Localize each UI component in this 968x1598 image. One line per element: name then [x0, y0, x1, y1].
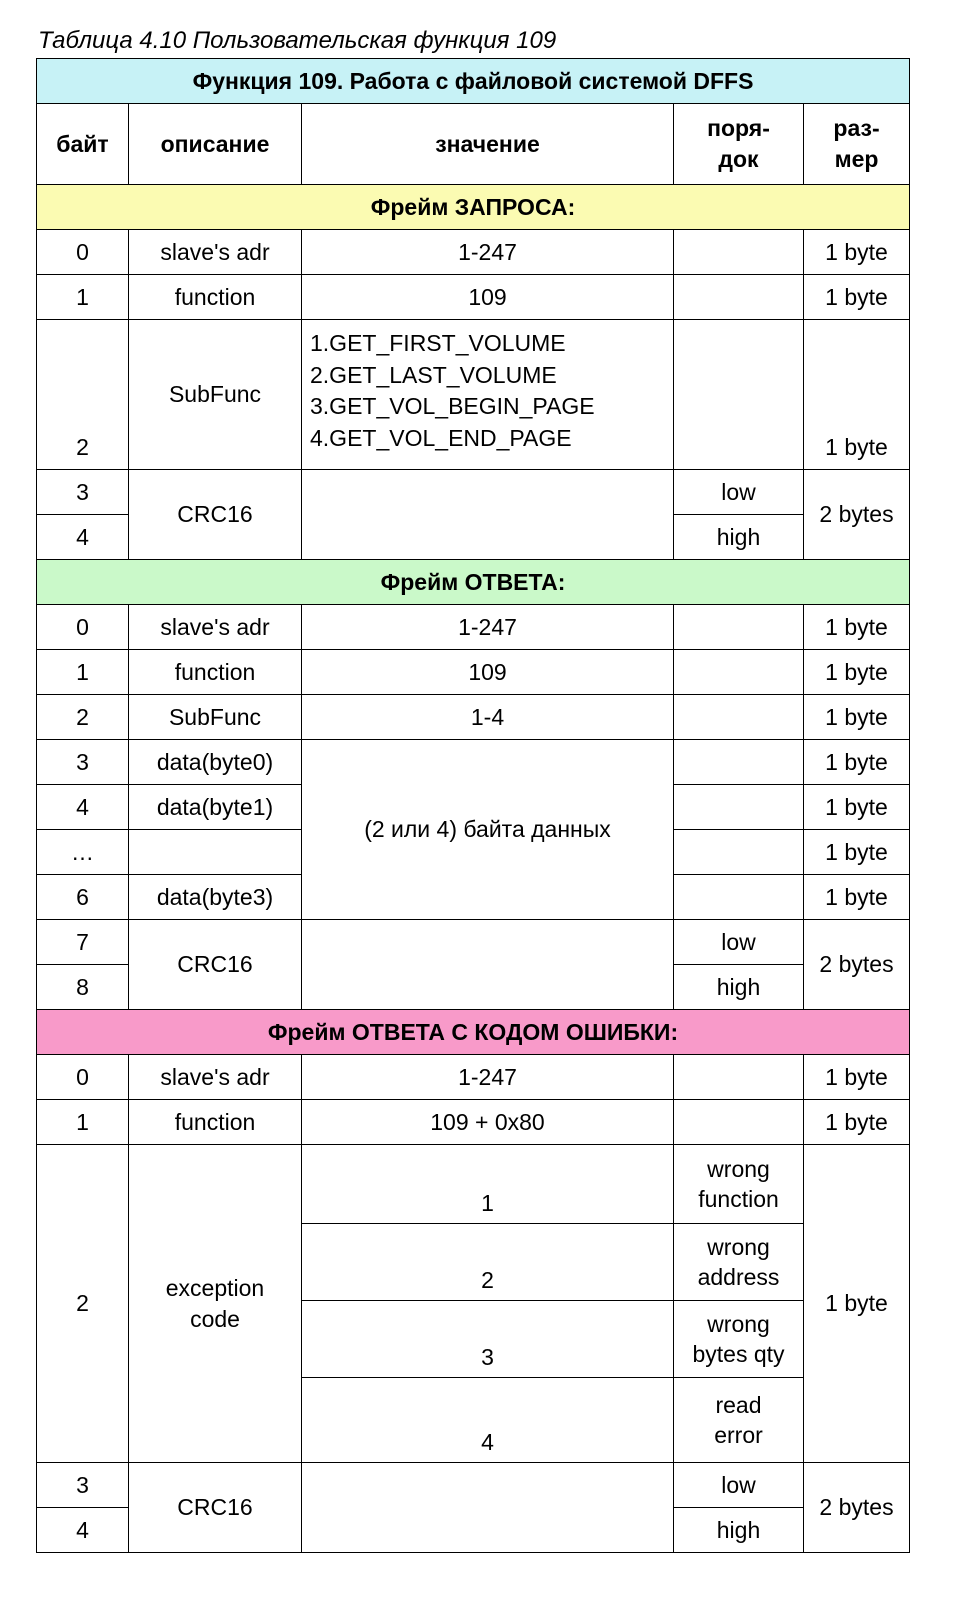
cell-size: 1 byte — [804, 230, 910, 275]
cell-order — [674, 1301, 804, 1378]
cell-value — [302, 470, 674, 560]
cell-order: low — [674, 1463, 804, 1508]
cell-desc: CRC16 — [129, 470, 302, 560]
cell-desc: slave's adr — [129, 230, 302, 275]
table-row — [37, 1145, 910, 1224]
cell-byte: 4 — [37, 1508, 129, 1553]
cell-desc: SubFunc — [129, 320, 302, 470]
cell-byte: 3 — [37, 1463, 129, 1508]
exception-name-line1: wrong — [707, 1234, 770, 1260]
subfunc-value: 3.GET_VOL_BEGIN_PAGE — [310, 393, 595, 419]
cell-byte: 4 — [37, 515, 129, 560]
cell-byte: 1 — [37, 275, 129, 320]
table-row — [37, 230, 910, 275]
cell-size: 1 byte — [804, 785, 910, 830]
cell-byte: 3 — [37, 470, 129, 515]
header-order — [674, 104, 804, 185]
cell-desc: CRC16 — [129, 920, 302, 1010]
exception-name-line2: address — [697, 1264, 780, 1290]
table-row — [37, 1055, 910, 1100]
cell-desc: CRC16 — [129, 1463, 302, 1553]
cell-order — [674, 875, 804, 920]
cell-byte: … — [37, 830, 129, 875]
cell-order — [674, 785, 804, 830]
cell-size: 1 byte — [804, 1100, 910, 1145]
cell-value: 4 — [302, 1378, 674, 1463]
cell-byte: 0 — [37, 1055, 129, 1100]
table-row — [37, 605, 910, 650]
cell-value: 109 + 0x80 — [302, 1100, 674, 1145]
cell-size: 1 byte — [804, 1145, 910, 1463]
response-section-title: Фрейм ОТВЕТА: — [37, 560, 910, 605]
cell-desc: SubFunc — [129, 695, 302, 740]
cell-value: 3 — [302, 1301, 674, 1378]
cell-order: low — [674, 470, 804, 515]
table-caption: Таблица 4.10 Пользовательская функция 109 — [38, 27, 557, 54]
cell-desc: function — [129, 1100, 302, 1145]
cell-value: 1-247 — [302, 1055, 674, 1100]
cell-desc: slave's adr — [129, 1055, 302, 1100]
cell-byte: 1 — [37, 650, 129, 695]
response-section-row — [37, 560, 910, 605]
request-section-title: Фрейм ЗАПРОСА: — [37, 185, 910, 230]
cell-size: 1 byte — [804, 875, 910, 920]
cell-order — [674, 740, 804, 785]
cell-desc: data(byte0) — [129, 740, 302, 785]
table-title-row — [37, 59, 910, 104]
cell-desc: data(byte3) — [129, 875, 302, 920]
cell-value: 2 — [302, 1224, 674, 1301]
cell-value: 1-247 — [302, 230, 674, 275]
cell-byte: 8 — [37, 965, 129, 1010]
cell-order — [674, 830, 804, 875]
cell-value — [302, 1463, 674, 1553]
cell-byte: 3 — [37, 740, 129, 785]
cell-byte: 2 — [37, 320, 129, 470]
cell-order — [674, 1378, 804, 1463]
cell-desc: data(byte1) — [129, 785, 302, 830]
cell-order — [674, 1100, 804, 1145]
header-order-line1: поря- — [707, 115, 770, 141]
cell-value: 1-247 — [302, 605, 674, 650]
cell-size: 2 bytes — [804, 920, 910, 1010]
cell-order — [674, 230, 804, 275]
function-109-table — [36, 58, 910, 1553]
cell-value: 1-4 — [302, 695, 674, 740]
cell-byte: 7 — [37, 920, 129, 965]
table-row — [37, 920, 910, 965]
cell-order: low — [674, 920, 804, 965]
cell-byte: 4 — [37, 785, 129, 830]
cell-order: high — [674, 1508, 804, 1553]
header-size-line1: раз- — [833, 115, 880, 141]
subfunc-value: 2.GET_LAST_VOLUME — [310, 361, 557, 388]
header-order-line2: док — [718, 146, 759, 172]
exception-name-line2: bytes qty — [692, 1341, 785, 1367]
cell-order — [674, 275, 804, 320]
cell-order — [674, 1224, 804, 1301]
cell-size: 2 bytes — [804, 1463, 910, 1553]
cell-size: 1 byte — [804, 1055, 910, 1100]
cell-byte: 1 — [37, 1100, 129, 1145]
cell-order — [674, 605, 804, 650]
table-row — [37, 275, 910, 320]
header-size — [804, 104, 910, 185]
table-row — [37, 650, 910, 695]
table-row — [37, 740, 910, 785]
cell-desc: slave's adr — [129, 605, 302, 650]
cell-desc — [129, 830, 302, 875]
cell-value-data: (2 или 4) байта данных — [302, 740, 674, 920]
exception-name-line1: wrong — [707, 1311, 770, 1337]
table-title: Функция 109. Работа с файловой системой DFFS — [37, 59, 910, 104]
header-description: описание — [129, 104, 302, 185]
cell-size: 1 byte — [804, 695, 910, 740]
header-row — [37, 104, 910, 185]
cell-value: 109 — [302, 650, 674, 695]
table-row — [37, 1100, 910, 1145]
exception-name-line2: error — [714, 1422, 763, 1448]
subfunc-value: 1.GET_FIRST_VOLUME — [310, 330, 566, 356]
cell-byte: 0 — [37, 605, 129, 650]
request-section-row — [37, 185, 910, 230]
exception-desc-line2: code — [190, 1305, 240, 1332]
cell-order — [674, 320, 804, 470]
cell-value — [302, 920, 674, 1010]
cell-byte: 0 — [37, 230, 129, 275]
cell-order: high — [674, 515, 804, 560]
cell-value: 109 — [302, 275, 674, 320]
cell-order — [674, 695, 804, 740]
cell-size: 1 byte — [804, 650, 910, 695]
exception-name-line2: function — [698, 1186, 779, 1212]
cell-byte: 6 — [37, 875, 129, 920]
header-size-line2: мер — [834, 146, 879, 172]
table-row — [37, 470, 910, 515]
header-byte: байт — [37, 104, 129, 185]
cell-size: 1 byte — [804, 275, 910, 320]
cell-byte: 2 — [37, 1145, 129, 1463]
subfunc-value: 4.GET_VOL_END_PAGE — [310, 424, 572, 451]
cell-size: 2 bytes — [804, 470, 910, 560]
table-row — [37, 695, 910, 740]
cell-size: 1 byte — [804, 830, 910, 875]
cell-size: 1 byte — [804, 740, 910, 785]
cell-byte: 2 — [37, 695, 129, 740]
cell-desc: function — [129, 650, 302, 695]
cell-size: 1 byte — [804, 605, 910, 650]
cell-order: high — [674, 965, 804, 1010]
cell-order — [674, 650, 804, 695]
cell-order — [674, 1145, 804, 1224]
cell-size: 1 byte — [804, 320, 910, 470]
exception-desc-line1: exception — [165, 1274, 265, 1301]
cell-value-list — [302, 320, 674, 470]
cell-value: 1 — [302, 1145, 674, 1224]
cell-order — [674, 1055, 804, 1100]
error-section-title: Фрейм ОТВЕТА С КОДОМ ОШИБКИ: — [37, 1010, 910, 1055]
header-value: значение — [302, 104, 674, 185]
cell-desc: function — [129, 275, 302, 320]
table-row — [37, 320, 910, 470]
exception-name-line1: wrong — [707, 1156, 770, 1182]
table-row — [37, 1463, 910, 1508]
error-section-row — [37, 1010, 910, 1055]
cell-desc — [129, 1145, 302, 1463]
exception-name-line1: read — [715, 1392, 762, 1418]
